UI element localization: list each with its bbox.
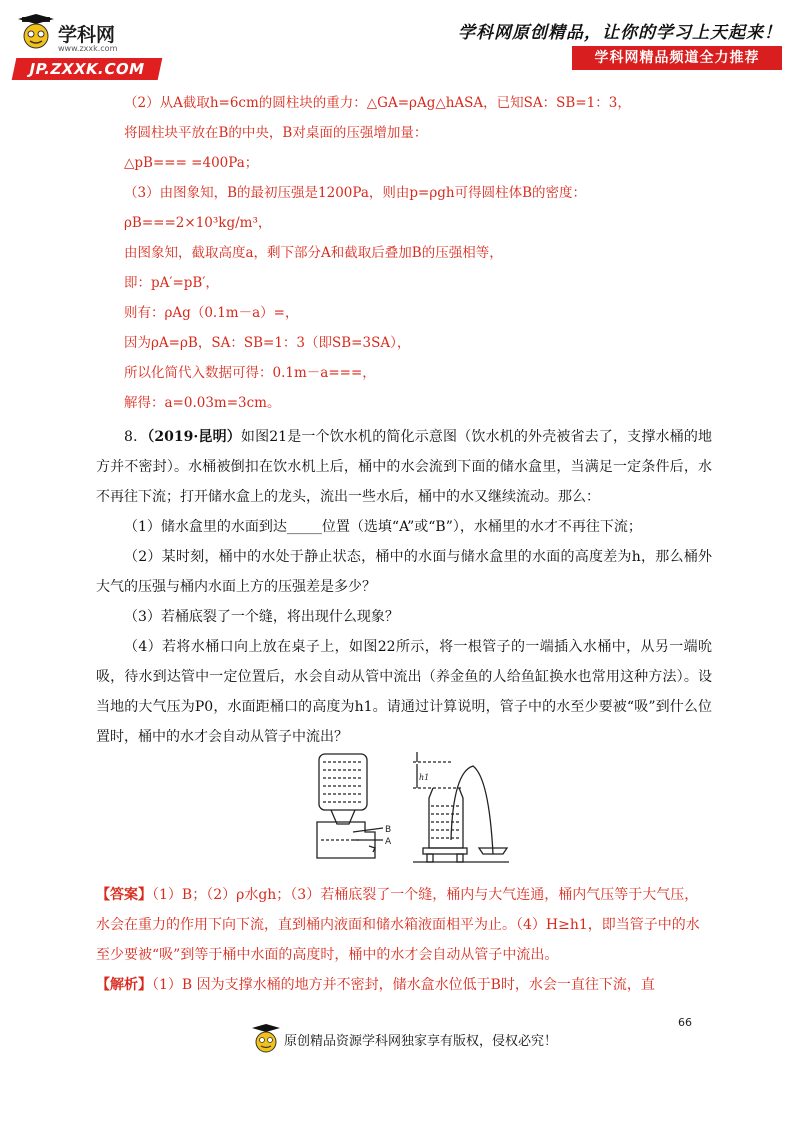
logo-banner: JP.ZXXK.COM bbox=[12, 58, 163, 80]
analysis-paragraph bbox=[96, 970, 712, 1000]
zxxk-logo[interactable] bbox=[14, 14, 174, 76]
solution-line-1: （2）从A截取h=6cm的圆柱块的重力：△GA=ρAg△hASA，已知SA：SB=1：3， bbox=[124, 95, 631, 111]
header-slogan: 学科网原创精品，让你的学习上天起来！ bbox=[458, 23, 782, 43]
answer-text: （1）B；（2）ρ水gh；（3）若桶底裂了一个缝，桶内与大气连通，桶内气压等于大气压，水会在重力的作用下向下流，直到桶内液面和储水箱液面相平为止。（4）H≥h1，即当管子中的水至少要被“吸”到等于桶中水面的高度时，桶中的水才会自动从管子中流出。 bbox=[96, 887, 700, 963]
analysis-tag: 【解析】 bbox=[96, 977, 152, 993]
solution-line-2: 将圆柱块平放在B的中央，B对桌面的压强增加量： bbox=[124, 125, 428, 141]
analysis-text: （1）B 因为支撑水桶的地方并不密封，储水盒水位低于B时，水会一直往下流，直 bbox=[152, 977, 655, 993]
solution-line-9: 因为ρA=ρB，SA：SB=1：3（即SB=3SA）， bbox=[124, 335, 411, 351]
question-number: 8． bbox=[124, 429, 148, 445]
mascot-icon bbox=[252, 1024, 280, 1058]
solution-line-6: 由图象知，截取高度a，剩下部分A和截取后叠加B的压强相等， bbox=[124, 245, 503, 261]
siphon-diagram bbox=[413, 752, 509, 862]
water-dispenser-figure bbox=[313, 748, 513, 870]
question-source: （2019·昆明） bbox=[147, 429, 241, 445]
solution-line-7: 即：pA′=pB′， bbox=[124, 275, 219, 291]
question-part-2: （2）某时刻，桶中的水处于静止状态，桶中的水面与储水盒里的水面的高度差为h，那么桶外大气的压强与桶内水面上方的压强差是多少？ bbox=[96, 549, 712, 595]
question-stem bbox=[96, 422, 712, 512]
answer-block bbox=[96, 880, 712, 1000]
solution-line-5: ρB===2×10³kg/m³， bbox=[124, 215, 272, 231]
logo-site: www.zxxk.com bbox=[58, 44, 118, 53]
page-number: 66 bbox=[678, 1016, 692, 1029]
question-8 bbox=[96, 422, 712, 752]
question-stem-text: 如图21是一个饮水机的简化示意图（饮水机的外壳被省去了，支撑水桶的地方并不密封）。水桶被倒扣在饮水机上后，桶中的水会流到下面的储水盒里，当满足一定条件后，水不再往下流；打开储水盒上的龙头，流出一些水后，桶中的水又继续流动。那么： bbox=[96, 429, 713, 505]
solution-line-3: △pB=== =400Pa； bbox=[124, 155, 259, 171]
mascot-icon bbox=[18, 14, 56, 56]
document-body bbox=[96, 88, 712, 752]
solution-block bbox=[96, 88, 712, 418]
channel-banner: 学科网精品频道全力推荐 bbox=[572, 46, 782, 70]
question-part-4: （4）若将水桶口向上放在桌子上，如图22所示，将一根管子的一端插入水桶中，从另一端吮吸，待水到达管中一定位置后，水会自动从管中流出（养金鱼的人给鱼缸换水也常用这种方法）。设当地的大气压为P0，水面距桶口的高度为h1。请通过计算说明，管子中的水至少要被“吸”到什么位置时，桶中的水才会自动从管子中流出？ bbox=[96, 639, 712, 745]
question-part-1: （1）储水盒里的水面到达_____位置（选填“A”或“B”），水桶里的水才不再往下流； bbox=[124, 519, 642, 535]
answer-paragraph bbox=[96, 880, 712, 970]
logo-name: 学科网 bbox=[58, 24, 116, 46]
label-a: A bbox=[385, 837, 392, 847]
page-footer bbox=[252, 1024, 592, 1062]
solution-line-8: 则有：ρAg（0.1m－a）=， bbox=[124, 305, 299, 321]
label-h1: h1 bbox=[419, 773, 430, 782]
question-part-3: （3）若桶底裂了一个缝，将出现什么现象？ bbox=[124, 609, 399, 625]
dispenser-diagram bbox=[317, 754, 383, 858]
solution-line-4: （3）由图象知，B的最初压强是1200Pa，则由p=ρgh可得圆柱体B的密度： bbox=[124, 185, 587, 201]
label-b: B bbox=[385, 825, 392, 835]
solution-line-11: 解得：a=0.03m=3cm。 bbox=[124, 395, 281, 411]
copyright-text: 原创精品资源学科网独家享有版权，侵权必究！ bbox=[284, 1034, 558, 1049]
page-header bbox=[0, 0, 800, 84]
answer-tag: 【答案】 bbox=[96, 887, 152, 903]
solution-line-10: 所以化简代入数据可得：0.1m－a===， bbox=[124, 365, 376, 381]
